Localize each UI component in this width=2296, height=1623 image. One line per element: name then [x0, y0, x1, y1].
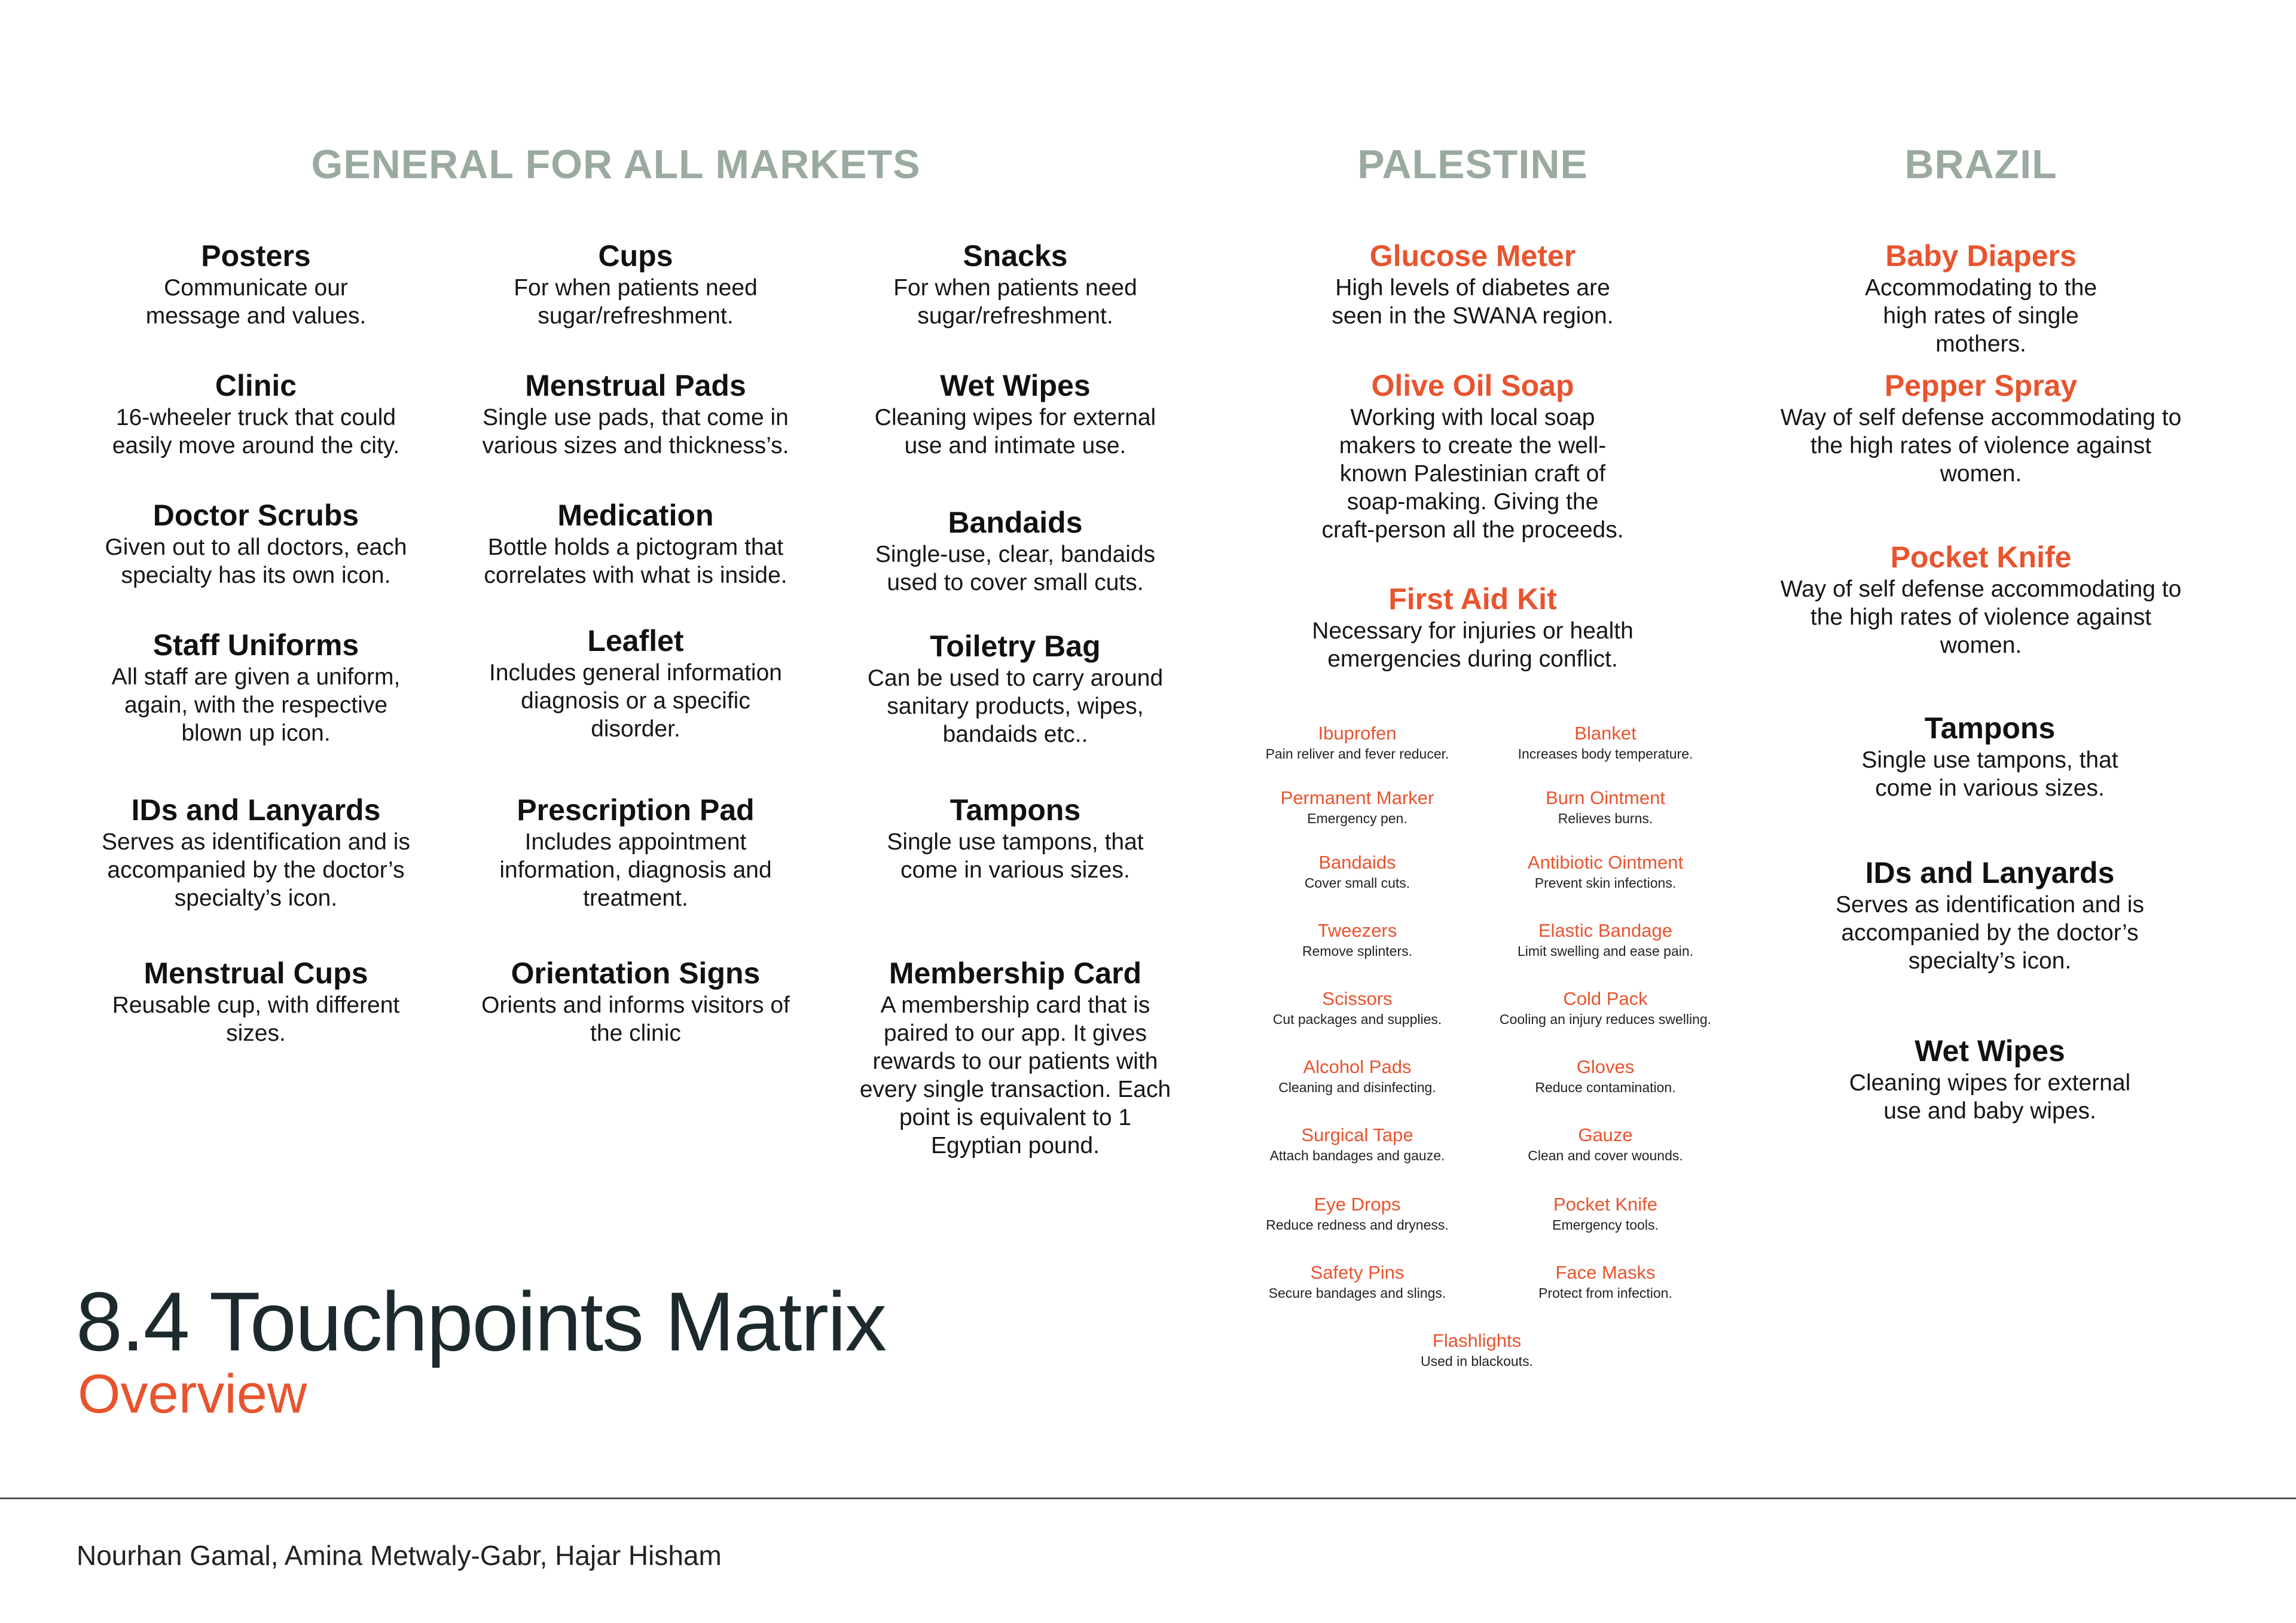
- touchpoint-desc: All staff are given a uniform, again, with the respective blown up icon.: [111, 664, 401, 746]
- touchpoint-desc: Bottle holds a pictogram that correlates with what is inside.: [484, 534, 787, 588]
- touchpoint-title: Clinic: [215, 369, 297, 402]
- touchpoint-title: IDs and Lanyards: [131, 793, 381, 827]
- touchpoint-item: [839, 955, 1192, 1160]
- first-aid-title: Alcohol Pads: [1303, 1056, 1412, 1077]
- first-aid-title: Blanket: [1574, 723, 1636, 744]
- first-aid-item: [1480, 988, 1731, 1028]
- first-aid-desc: Remove splinters.: [1302, 943, 1413, 959]
- touchpoint-title: Snacks: [963, 239, 1068, 273]
- touchpoint-title: Membership Card: [889, 956, 1142, 990]
- first-aid-item: [1232, 1261, 1483, 1302]
- touchpoint-desc: Cleaning wipes for external use and baby wipes.: [1849, 1070, 2131, 1124]
- first-aid-title: Gloves: [1576, 1056, 1635, 1077]
- touchpoint-title: Wet Wipes: [1915, 1034, 2065, 1068]
- touchpoint-title: Medication: [557, 499, 714, 532]
- section-title-palestine: PALESTINE: [1357, 142, 1588, 187]
- touchpoint-desc: Single-use, clear, bandaids used to cover small cuts.: [875, 542, 1156, 595]
- touchpoint-title: First Aid Kit: [1388, 582, 1557, 616]
- first-aid-title: Safety Pins: [1310, 1262, 1405, 1283]
- first-aid-title: Flashlights: [1432, 1330, 1522, 1351]
- first-aid-item: [1232, 1124, 1483, 1164]
- touchpoint-item: [1780, 539, 2182, 659]
- touchpoint-desc: Serves as identification and is accompanied by the doctor’s specialty’s icon.: [102, 829, 410, 911]
- touchpoint-title: Pocket Knife: [1890, 540, 2072, 574]
- touchpoint-desc: Necessary for injuries or health emergencies during conflict.: [1312, 618, 1634, 672]
- touchpoint-item: [80, 497, 432, 589]
- touchpoint-item: [459, 238, 812, 330]
- touchpoint-desc: Way of self defense accommodating to the high rates of violence against women.: [1780, 576, 2182, 658]
- first-aid-title: Ibuprofen: [1318, 723, 1397, 744]
- first-aid-item: [1480, 851, 1731, 892]
- first-aid-item: [1232, 851, 1483, 892]
- first-aid-desc: Secure bandages and slings.: [1268, 1285, 1446, 1301]
- first-aid-title: Permanent Marker: [1280, 787, 1434, 808]
- first-aid-item: [1232, 1056, 1483, 1096]
- touchpoint-item: [459, 792, 812, 912]
- first-aid-title: Burn Ointment: [1546, 787, 1665, 808]
- first-aid-item: [1480, 787, 1731, 827]
- touchpoint-desc: Single use pads, that come in various sizes and thickness’s.: [482, 405, 789, 459]
- first-aid-item: [1480, 1261, 1731, 1302]
- first-aid-desc: Prevent skin infections.: [1534, 875, 1677, 891]
- touchpoint-desc: Way of self defense accommodating to the high rates of violence against women.: [1780, 405, 2182, 487]
- touchpoint-title: Tampons: [949, 793, 1081, 827]
- touchpoint-title: Olive Oil Soap: [1371, 369, 1574, 402]
- touchpoint-item: [1813, 710, 2166, 802]
- first-aid-desc: Cut packages and supplies.: [1272, 1011, 1442, 1027]
- first-aid-desc: Cooling an injury reduces swelling.: [1499, 1011, 1712, 1027]
- first-aid-desc: Emergency tools.: [1552, 1217, 1659, 1233]
- first-aid-title: Gauze: [1578, 1124, 1633, 1145]
- touchpoint-title: Menstrual Pads: [525, 369, 746, 402]
- touchpoint-item: [459, 623, 812, 743]
- first-aid-item: [1480, 1124, 1731, 1164]
- touchpoint-item: [839, 628, 1192, 748]
- first-aid-title: Cold Pack: [1563, 988, 1648, 1009]
- first-aid-desc: Emergency pen.: [1307, 811, 1407, 826]
- touchpoint-desc: Reusable cup, with different sizes.: [112, 992, 400, 1046]
- touchpoint-desc: Includes general information diagnosis or a specific disorder.: [489, 660, 782, 742]
- touchpoint-desc: Given out to all doctors, each specialty has its own icon.: [105, 534, 407, 588]
- first-aid-desc: Cleaning and disinfecting.: [1278, 1080, 1436, 1095]
- touchpoint-item: [839, 368, 1192, 460]
- first-aid-item: [1480, 1193, 1731, 1234]
- first-aid-title: Elastic Bandage: [1538, 920, 1673, 941]
- page-subtitle: Overview: [78, 1364, 307, 1425]
- first-aid-item: [1480, 722, 1731, 763]
- touchpoint-desc: Communicate our message and values.: [145, 275, 367, 329]
- touchpoint-title: Orientation Signs: [511, 956, 761, 990]
- touchpoint-item: [80, 955, 432, 1047]
- first-aid-desc: Increases body temperature.: [1518, 746, 1693, 762]
- first-aid-desc: Cover small cuts.: [1304, 875, 1410, 891]
- first-aid-title: Surgical Tape: [1301, 1124, 1413, 1145]
- touchpoint-item: [839, 505, 1192, 597]
- touchpoint-desc: High levels of diabetes are seen in the SWANA region.: [1332, 275, 1614, 329]
- first-aid-title: Face Masks: [1555, 1262, 1656, 1283]
- touchpoint-desc: For when patients need sugar/refreshment.: [893, 275, 1137, 329]
- authors: Nourhan Gamal, Amina Metwaly-Gabr, Hajar Hisham: [77, 1540, 722, 1571]
- touchpoint-item: [80, 238, 432, 330]
- touchpoint-desc: Working with local soap makers to create the well-known Palestinian craft of soap-making. Giving the craft-person all the proceeds.: [1321, 405, 1624, 543]
- first-aid-title: Scissors: [1322, 988, 1393, 1009]
- first-aid-desc: Relieves burns.: [1558, 811, 1653, 826]
- touchpoint-title: Baby Diapers: [1885, 239, 2077, 273]
- first-aid-item: [1480, 919, 1731, 960]
- touchpoint-desc: Orients and informs visitors of the clinic: [481, 992, 790, 1046]
- touchpoint-item: [1813, 855, 2166, 975]
- first-aid-desc: Limit swelling and ease pain.: [1517, 943, 1694, 959]
- touchpoint-title: Doctor Scrubs: [152, 499, 359, 532]
- touchpoint-title: Glucose Meter: [1369, 239, 1576, 273]
- touchpoint-desc: Accommodating to the high rates of single mothers.: [1864, 275, 2097, 357]
- touchpoint-item: [1813, 1033, 2166, 1125]
- first-aid-desc: Reduce redness and dryness.: [1266, 1217, 1449, 1233]
- touchpoint-title: Wet Wipes: [940, 369, 1091, 402]
- touchpoint-title: Pepper Spray: [1884, 369, 2078, 402]
- touchpoint-item: [459, 368, 812, 460]
- touchpoint-desc: 16-wheeler truck that could easily move around the city.: [112, 405, 400, 459]
- touchpoint-desc: For when patients need sugar/refreshment.: [514, 275, 758, 329]
- touchpoint-desc: Includes appointment information, diagnosis and treatment.: [499, 829, 772, 911]
- first-aid-title: Antibiotic Ointment: [1527, 852, 1684, 873]
- touchpoint-title: Toiletry Bag: [930, 629, 1101, 663]
- touchpoint-item: [459, 497, 812, 589]
- touchpoint-desc: Serves as identification and is accompanied by the doctor’s specialty’s icon.: [1836, 892, 2144, 974]
- first-aid-desc: Used in blackouts.: [1421, 1353, 1533, 1369]
- footer-divider: [0, 1497, 2296, 1499]
- touchpoint-title: Prescription Pad: [517, 793, 755, 827]
- touchpoint-desc: Single use tampons, that come in various sizes.: [1861, 747, 2118, 801]
- touchpoint-item: [459, 955, 812, 1047]
- touchpoint-desc: A membership card that is paired to our app. It gives rewards to our patients with every single transaction. Each point is equivalent to 1 Egyptian pound.: [859, 992, 1171, 1159]
- first-aid-item: [1232, 722, 1483, 763]
- touchpoint-item: [1296, 368, 1649, 544]
- touchpoint-title: IDs and Lanyards: [1865, 856, 2115, 890]
- touchpoint-item: [80, 627, 432, 747]
- touchpoint-desc: Cleaning wipes for external use and intimate use.: [874, 405, 1156, 459]
- touchpoint-item: [1296, 581, 1649, 673]
- touchpoint-title: Bandaids: [948, 506, 1083, 539]
- first-aid-desc: Protect from infection.: [1538, 1285, 1672, 1301]
- touchpoint-title: Menstrual Cups: [144, 956, 368, 990]
- touchpoint-title: Posters: [201, 239, 311, 273]
- first-aid-desc: Attach bandages and gauze.: [1269, 1148, 1445, 1163]
- touchpoint-item: [1296, 238, 1649, 330]
- first-aid-title: Pocket Knife: [1553, 1194, 1658, 1215]
- first-aid-item: [1232, 1193, 1483, 1234]
- first-aid-item: [1480, 1056, 1731, 1096]
- first-aid-title: Bandaids: [1318, 852, 1396, 873]
- touchpoint-desc: Single use tampons, that come in various sizes.: [887, 829, 1144, 883]
- first-aid-desc: Clean and cover wounds.: [1528, 1148, 1683, 1163]
- touchpoint-item: [80, 792, 432, 912]
- first-aid-item: [1232, 919, 1483, 960]
- first-aid-item: [1232, 787, 1483, 827]
- first-aid-title: Eye Drops: [1314, 1194, 1401, 1215]
- touchpoint-title: Tampons: [1924, 711, 2056, 745]
- first-aid-title: Tweezers: [1317, 920, 1397, 941]
- touchpoint-item: [80, 368, 432, 460]
- section-title-brazil: BRAZIL: [1904, 142, 2057, 187]
- touchpoint-item: [1805, 238, 2157, 358]
- touchpoint-item: [1780, 368, 2182, 488]
- first-aid-item: [1351, 1329, 1602, 1370]
- page-title: 8.4 Touchpoints Matrix: [76, 1274, 886, 1368]
- touchpoint-desc: Can be used to carry around sanitary products, wipes, bandaids etc..: [867, 665, 1164, 747]
- touchpoint-item: [839, 792, 1192, 884]
- section-title-general: GENERAL FOR ALL MARKETS: [311, 142, 921, 187]
- touchpoint-title: Cups: [598, 239, 673, 273]
- first-aid-item: [1232, 988, 1483, 1028]
- touchpoint-title: Staff Uniforms: [152, 628, 359, 662]
- touchpoint-title: Leaflet: [587, 624, 684, 658]
- touchpoint-item: [839, 238, 1192, 330]
- first-aid-desc: Reduce contamination.: [1535, 1080, 1676, 1095]
- first-aid-desc: Pain reliver and fever reducer.: [1265, 746, 1449, 762]
